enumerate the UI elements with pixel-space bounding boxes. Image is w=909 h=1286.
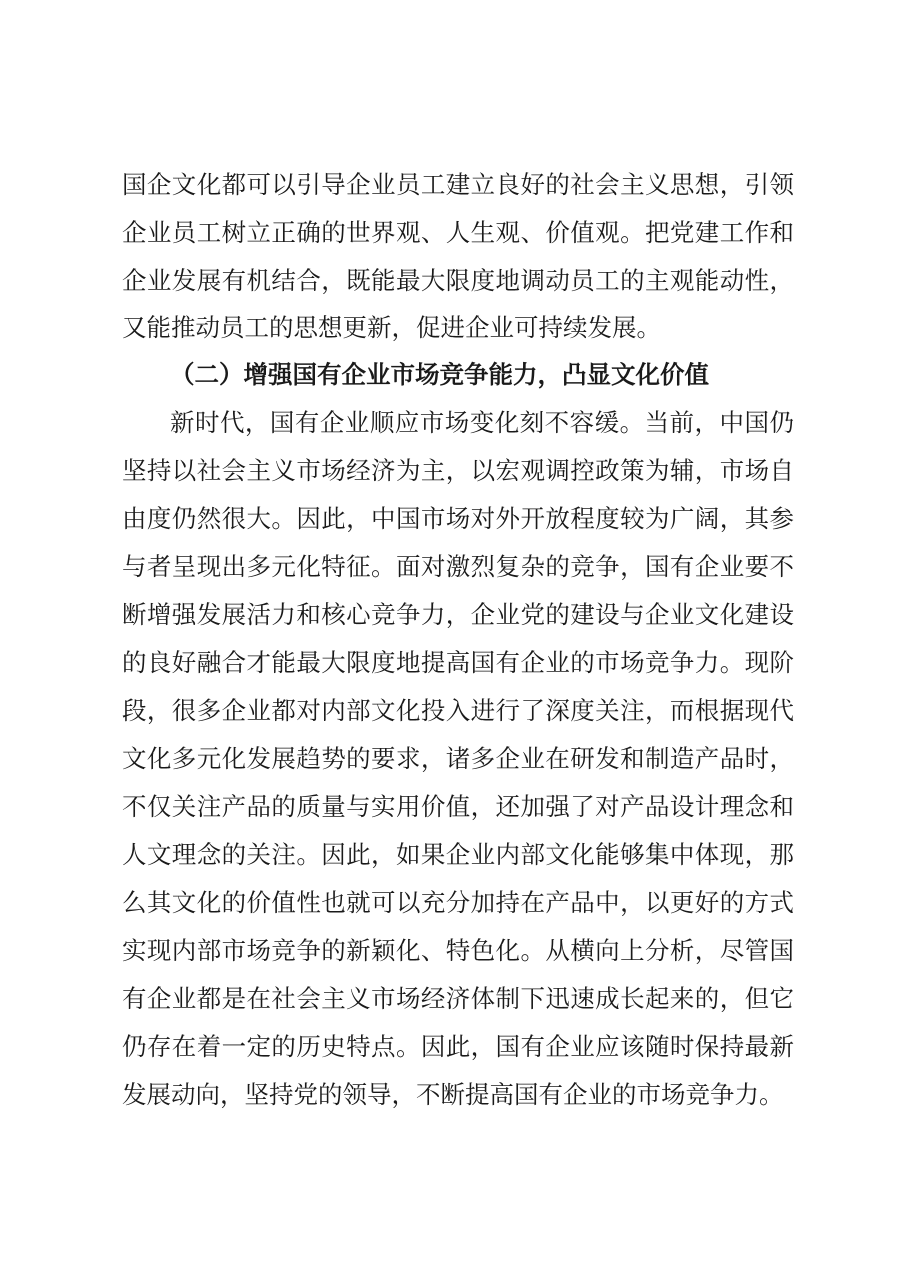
text-line: 仍存在着一定的历史特点。因此，国有企业应该随时保持最新 <box>122 1032 794 1061</box>
text-line: 新时代，国有企业顺应市场变化刻不容缓。当前，中国仍 <box>170 408 794 437</box>
text-line: 断增强发展活力和核心竞争力，企业党的建设与企业文化建设 <box>122 600 794 629</box>
text-line: 文化多元化发展趋势的要求，诸多企业在研发和制造产品时， <box>122 744 794 773</box>
text-line: 企业发展有机结合，既能最大限度地调动员工的主观能动性， <box>122 266 794 295</box>
text-line: 与者呈现出多元化特征。面对激烈复杂的竞争，国有企业要不 <box>122 552 794 581</box>
text-line: 的良好融合才能最大限度地提高国有企业的市场竞争力。现阶 <box>122 648 794 677</box>
text-line: 国企文化都可以引导企业员工建立良好的社会主义思想，引领 <box>122 170 794 199</box>
text-line: 么其文化的价值性也就可以充分加持在产品中，以更好的方式 <box>122 888 794 917</box>
text-line: 发展动向，坚持党的领导，不断提高国有企业的市场竞争力。 <box>122 1080 784 1109</box>
text-line: 又能推动员工的思想更新，促进企业可持续发展。 <box>122 313 661 342</box>
text-line: 有企业都是在社会主义市场经济体制下迅速成长起来的，但它 <box>122 984 794 1013</box>
text-line: 企业员工树立正确的世界观、人生观、价值观。把党建工作和 <box>122 218 794 247</box>
text-line: 不仅关注产品的质量与实用价值，还加强了对产品设计理念和 <box>122 792 794 821</box>
text-line: 人文理念的关注。因此，如果企业内部文化能够集中体现，那 <box>122 840 794 869</box>
text-line: 坚持以社会主义市场经济为主，以宏观调控政策为辅，市场自 <box>122 456 794 485</box>
section-heading: （二）增强国有企业市场竞争能力，凸显文化价值 <box>170 360 709 389</box>
text-line: 实现内部市场竞争的新颖化、特色化。从横向上分析，尽管国 <box>122 936 794 965</box>
text-line: 由度仍然很大。因此，中国市场对外开放程度较为广阔，其参 <box>122 504 794 533</box>
text-line: 段，很多企业都对内部文化投入进行了深度关注，而根据现代 <box>122 696 794 725</box>
